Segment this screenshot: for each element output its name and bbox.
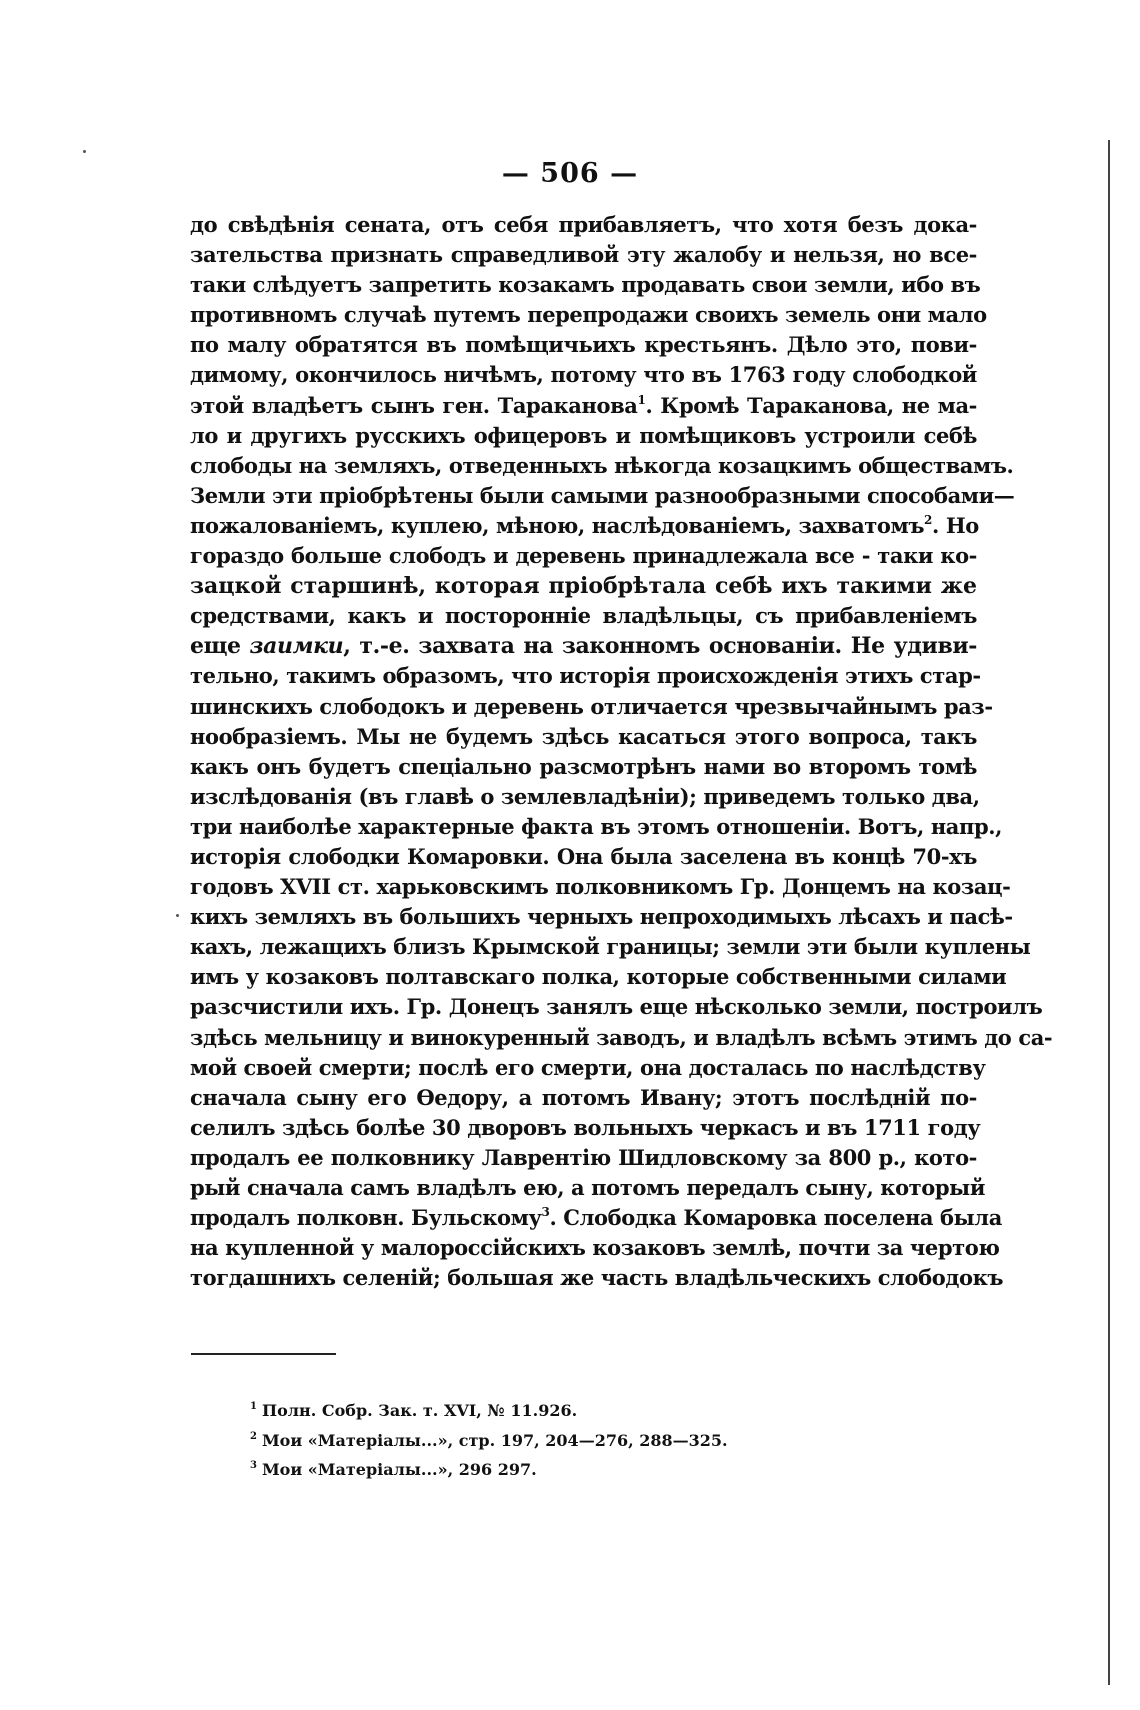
body-text [190,210,1053,1293]
text-line [190,902,1013,932]
text-line [190,1053,986,1083]
line-text: шинскихъ слободокъ и деревень отличается чрезвычайнымъ раз- [190,693,993,719]
line-text: этой владѣетъ сынъ ген. Тараканова [190,392,638,418]
line-text: изслѣдованія (въ главѣ о землевладѣніи); приведемъ только два, [190,783,980,809]
line-text: нообразіемъ. Мы не будемъ здѣсь касаться этого вопроса, такъ [190,723,977,749]
text-line [190,872,1011,902]
text-line [190,1233,1000,1263]
line-text: противномъ случаѣ путемъ перепродажи своихъ земель они мало [190,302,987,328]
line-text: кихъ земляхъ въ большихъ черныхъ непроходимыхъ лѣсахъ и пасѣ- [190,904,1013,930]
text-line [190,962,1007,992]
line-text: мой своей смерти; послѣ его смерти, она досталась по наслѣдству [190,1054,986,1080]
text-line [190,210,977,240]
footnote [250,1453,728,1483]
text-line [190,391,977,421]
footnote-mark: 3 [250,1460,257,1471]
line-text: кахъ, лежащихъ близъ Крымской границы; земли эти были куплены [190,934,1031,960]
line-text: гораздо больше слободъ и деревень принадлежала все - таки ко- [190,543,977,569]
text-line [190,812,1003,842]
text-line [190,1023,1053,1053]
line-text: рый сначала самъ владѣлъ ею, а потомъ передалъ сыну, который [190,1175,986,1200]
line-text: таки слѣдуетъ запретить козакамъ продавать свои земли, ибо въ [190,272,981,298]
text-line [190,692,993,722]
line-text: до свѣдѣнія сената, отъ себя прибавляетъ, что хотя безъ дока- [190,212,977,237]
line-text: здѣсь мельницу и винокуренный заводъ, и владѣлъ всѣмъ этимъ до са- [190,1024,1053,1050]
text-line [190,1113,981,1143]
text-line [190,842,977,872]
line-text: тогдашнихъ селеній; большая же часть владѣльческихъ слободокъ [190,1265,1004,1291]
text-line [190,451,1014,481]
text-line [190,270,981,300]
text-line [190,631,977,661]
line-text: ло и другихъ русскихъ офицеровъ и помѣщиковъ устроили себѣ [190,422,977,448]
text-line [190,1173,986,1203]
text-line [190,1143,977,1173]
line-text: пожалованіемъ, куплею, мѣною, наслѣдованіемъ, захватомъ [190,512,925,538]
line-text: продалъ ее полковнику Лаврентію Шидловскому за 800 р., кото- [190,1144,977,1170]
text-line [190,481,1015,511]
text-line [190,992,1043,1022]
text-line [190,511,977,541]
scan-page-edge [1108,140,1110,1685]
line-text-continued: , т.-е. захвата на законномъ основаніи. Не удиви- [343,633,977,660]
line-text: тельно, такимъ образомъ, что исторія происхожденія этихъ стар- [190,663,981,689]
footnote-mark: 1 [250,1401,257,1412]
footnote-reference: 1 [637,392,646,407]
text-line [190,782,980,812]
line-text: зацкой старшинѣ, которая пріобрѣтала себѣ ихъ такими же [190,573,977,600]
text-line [190,571,977,601]
text-line [190,1203,1002,1233]
footnotes [250,1394,728,1483]
footnote-reference: 3 [541,1205,550,1220]
line-text: средствами, какъ и посторонніе владѣльцы, съ прибавленіемъ [190,603,977,629]
line-text: исторія слободки Комаровки. Она была заселена въ концѣ 70-хъ [190,843,977,869]
scan-speck [176,914,179,917]
line-text: продалъ полковн. Бульскому [190,1205,542,1231]
line-text: по малу обратятся въ помѣщичьихъ крестьянъ. Дѣло это, пови- [190,332,977,358]
line-text: какъ онъ будетъ спеціально разсмотрѣнъ нами во второмъ томѣ [190,753,977,779]
line-text: слободы на земляхъ, отведенныхъ нѣкогда козацкимъ обществамъ. [190,452,1014,478]
text-line [190,1083,977,1113]
text-line [190,240,977,270]
line-text: селилъ здѣсь болѣе 30 дворовъ вольныхъ черкасъ и въ 1711 году [190,1114,981,1140]
line-text-continued: . Но [932,512,979,538]
line-text: разсчистили ихъ. Гр. Донецъ занялъ еще нѣсколько земли, построилъ [190,994,1043,1020]
line-text: димому, окончилось ничѣмъ, потому что въ 1763 году слободкой [190,362,977,388]
line-text: три наиболѣе характерные факта въ этомъ отношеніи. Вотъ, напр., [190,813,1003,839]
scan-speck [83,150,86,153]
text-line [190,722,977,752]
footnote [250,1394,728,1424]
text-line [190,330,977,360]
footnote-separator [191,1353,336,1355]
footnote [250,1424,728,1454]
footnote-mark: 2 [250,1430,257,1442]
line-text: сначала сыну его Ѳедору, а потомъ Ивану; этотъ послѣдній по- [190,1084,977,1110]
line-text: имъ у козаковъ полтавскаго полка, которые собственными силами [190,964,1007,990]
text-line [190,360,977,390]
line-text: на купленной у малороссійскихъ козаковъ землѣ, почти за чертою [190,1235,1000,1261]
line-text-continued: . Слободка Комаровка поселена была [549,1205,1002,1231]
emphasized-word: заимки [249,633,344,660]
footnote-text: Мои «Матеріалы...», 296 297. [261,1460,537,1479]
text-line [190,1263,1004,1293]
text-line [190,421,977,451]
line-text: Земли эти пріобрѣтены были самыми разнообразными способами— [190,482,1015,508]
line-text: зательства признать справедливой эту жалобу и нельзя, но все- [190,242,977,268]
line-text: еще [190,633,250,660]
footnote-text: Полн. Собр. Зак. т. XVI, № 11.926. [261,1401,578,1420]
line-text-continued: . Кромѣ Тараканова, не ма- [645,392,977,418]
text-line [190,601,977,631]
text-line [190,300,987,330]
line-text: годовъ XVII ст. харьковскимъ полковникомъ Гр. Донцемъ на козац- [190,874,1011,900]
text-line [190,661,981,691]
footnote-text: Мои «Матеріалы...», стр. 197, 204—276, 288—325. [261,1430,728,1450]
page-number: — 506 — [501,158,639,189]
text-line [190,752,977,782]
text-line [190,932,1031,962]
text-line [190,541,977,571]
footnote-reference: 2 [924,512,932,527]
